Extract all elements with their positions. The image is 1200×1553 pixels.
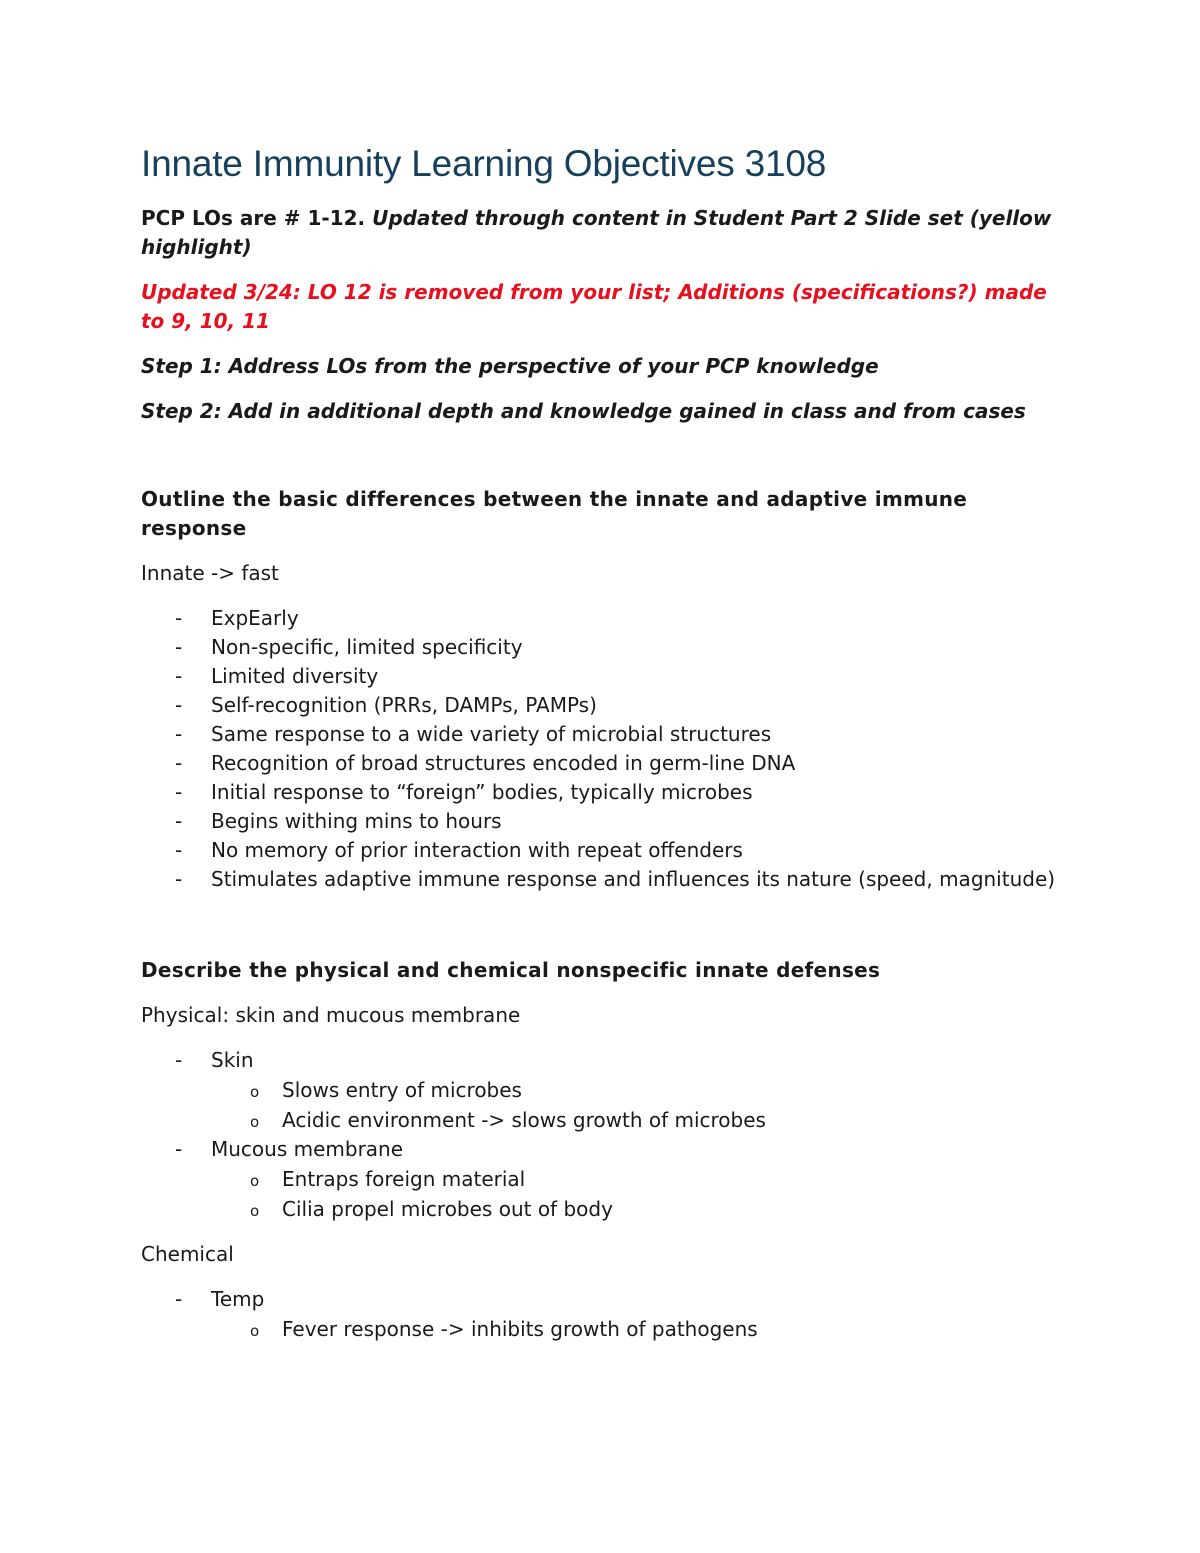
sub-item-text: Entraps foreign material xyxy=(282,1167,526,1191)
document-title: Innate Immunity Learning Objectives 3108 xyxy=(141,143,827,184)
step-1: Step 1: Address LOs from the perspective of your PCP knowledge xyxy=(141,354,879,378)
list-item-text: Mucous membrane xyxy=(211,1137,404,1161)
list-item xyxy=(141,604,1061,633)
dash-marker: - xyxy=(175,635,183,659)
sub-marker: o xyxy=(250,1202,260,1220)
intro-italic: Updated through content in Student Part 2 Slide set (yellow highlight) xyxy=(141,206,1052,259)
list-item-text: Begins withing mins to hours xyxy=(211,809,502,833)
innate-features-list xyxy=(141,604,1061,894)
dash-marker: - xyxy=(175,664,183,688)
list-item-text: Limited diversity xyxy=(211,664,379,688)
dash-marker: - xyxy=(175,838,183,862)
section-1-heading: Outline the basic differences between the innate and adaptive immune response xyxy=(141,487,968,540)
intro-paragraph xyxy=(141,204,1061,262)
dash-marker: - xyxy=(175,1287,183,1311)
section-2-heading: Describe the physical and chemical nonspecific innate defenses xyxy=(141,958,881,982)
dash-marker: - xyxy=(175,1048,183,1072)
sub-list-item xyxy=(141,1105,1061,1135)
list-item-text: Stimulates adaptive immune response and influences its nature (speed, magnitude) xyxy=(211,867,1056,891)
sub-list-item xyxy=(141,1164,1061,1194)
temp-sublist xyxy=(211,1314,1061,1344)
list-item xyxy=(141,633,1061,662)
list-item xyxy=(141,720,1061,749)
sub-item-text: Acidic environment -> slows growth of microbes xyxy=(282,1108,766,1132)
sub-marker: o xyxy=(250,1083,260,1101)
physical-lead: Physical: skin and mucous membrane xyxy=(141,1003,521,1027)
sub-marker: o xyxy=(250,1172,260,1190)
list-item-text: Skin xyxy=(211,1048,254,1072)
list-item xyxy=(141,749,1061,778)
sub-item-text: Fever response -> inhibits growth of pathogens xyxy=(282,1317,758,1341)
dash-marker: - xyxy=(175,693,183,717)
list-item-text: Same response to a wide variety of microbial structures xyxy=(211,722,772,746)
list-item xyxy=(141,807,1061,836)
sub-item-text: Cilia propel microbes out of body xyxy=(282,1197,613,1221)
dash-marker: - xyxy=(175,1137,183,1161)
dash-marker: - xyxy=(175,751,183,775)
document-page xyxy=(141,138,1061,1360)
list-item xyxy=(141,865,1061,894)
list-item-text: Non-specific, limited specificity xyxy=(211,635,523,659)
list-item-mucous-membrane xyxy=(141,1135,1061,1224)
dash-marker: - xyxy=(175,606,183,630)
dash-marker: - xyxy=(175,867,183,891)
physical-defenses-list xyxy=(141,1046,1061,1224)
sub-item-text: Slows entry of microbes xyxy=(282,1078,522,1102)
chemical-lead: Chemical xyxy=(141,1242,234,1266)
list-item-temp xyxy=(141,1285,1061,1344)
sub-list-item xyxy=(141,1075,1061,1105)
list-item xyxy=(141,836,1061,865)
skin-sublist xyxy=(211,1075,1061,1135)
mucous-sublist xyxy=(211,1164,1061,1224)
list-item xyxy=(141,778,1061,807)
list-item xyxy=(141,662,1061,691)
chemical-defenses-list xyxy=(141,1285,1061,1344)
section-1-lead: Innate -> fast xyxy=(141,561,279,585)
dash-marker: - xyxy=(175,809,183,833)
sub-marker: o xyxy=(250,1113,260,1131)
list-item xyxy=(141,691,1061,720)
dash-marker: - xyxy=(175,780,183,804)
list-item-text: No memory of prior interaction with repeat offenders xyxy=(211,838,743,862)
list-item-text: Recognition of broad structures encoded in germ-line DNA xyxy=(211,751,796,775)
sub-marker: o xyxy=(250,1322,260,1340)
step-2: Step 2: Add in additional depth and knowledge gained in class and from cases xyxy=(141,399,1026,423)
list-item-text: Temp xyxy=(211,1287,265,1311)
sub-list-item xyxy=(141,1314,1061,1344)
list-item-text: ExpEarly xyxy=(211,606,299,630)
sub-list-item xyxy=(141,1194,1061,1224)
dash-marker: - xyxy=(175,722,183,746)
list-item-text: Self-recognition (PRRs, DAMPs, PAMPs) xyxy=(211,693,597,717)
list-item-text: Initial response to “foreign” bodies, typically microbes xyxy=(211,780,753,804)
update-note: Updated 3/24: LO 12 is removed from your list; Additions (specifications?) made to 9, 10, 11 xyxy=(141,280,1047,333)
intro-plain: PCP LOs are # 1-12. xyxy=(141,206,373,230)
list-item-skin xyxy=(141,1046,1061,1135)
